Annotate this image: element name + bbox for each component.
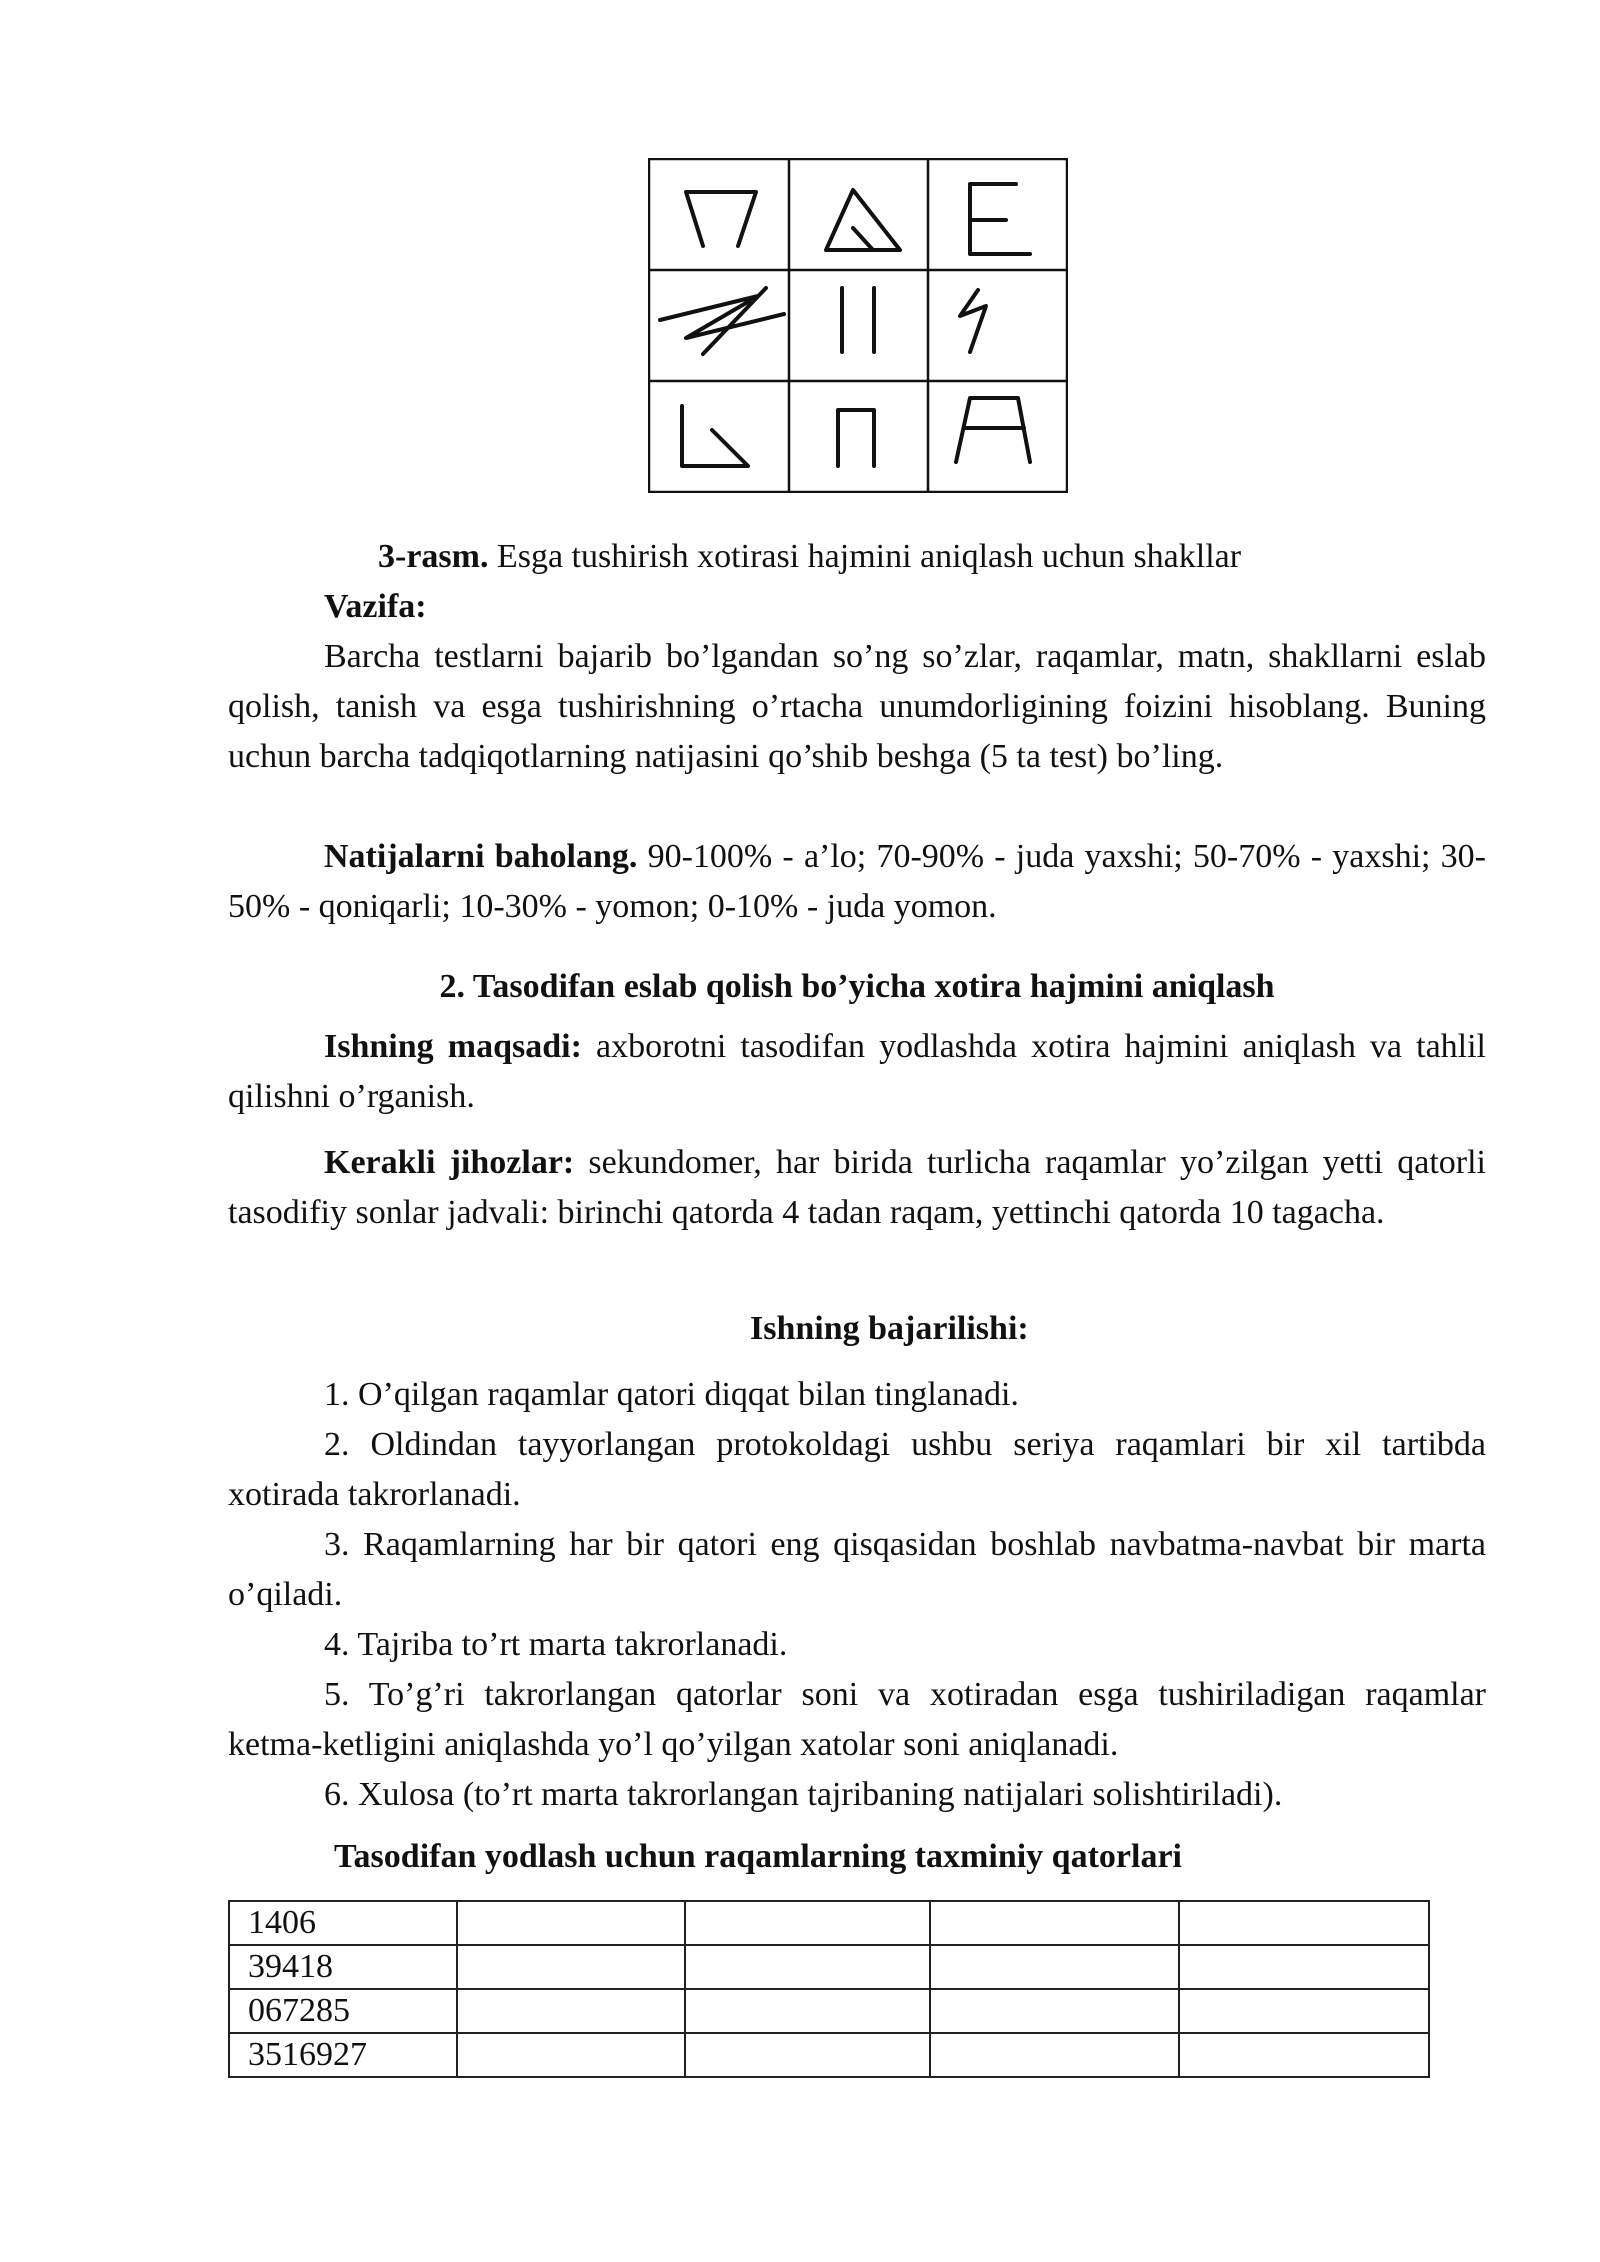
steps-list [228, 1370, 1486, 1820]
table-cell [1179, 1989, 1429, 2033]
maqsad-label: Ishning maqsadi: [324, 1028, 582, 1065]
caption-text: Esga tushirish xotirasi hajmini aniqlash uchun shakllar [488, 538, 1242, 575]
lightning-icon [960, 290, 986, 352]
natija-label: Natijalarni baholang. [324, 838, 638, 875]
jihoz-text: sekundomer, har birida turlicha raqamlar yo’zilgan yetti qatorli tasodifiy sonlar jadvali: birinchi qatorda 4 tadan raqam, yettinchi qatorda 10 tagacha. [228, 1144, 1486, 1231]
table-row [229, 1901, 1429, 1945]
table-cell [457, 2033, 685, 2077]
corner-icon [682, 406, 748, 466]
table-cell [685, 2033, 930, 2077]
maqsad-paragraph [228, 1022, 1486, 1122]
grid-border [649, 159, 1067, 492]
table-cell [457, 1989, 685, 2033]
triangle-icon [826, 190, 900, 250]
e-shape-icon [970, 184, 1030, 254]
table-cell [685, 1989, 930, 2033]
table-cell [930, 2033, 1180, 2077]
step-item: 5. To’g’ri takrorlangan qatorlar soni va xotiradan esga tushiriladigan raqamlar ketma-ketligini aniqlashda yo’l qo’yilgan xatolar soni aniqlanadi. [228, 1676, 1486, 1763]
table-cell: 3516927 [229, 2033, 457, 2077]
vazifa-text: Barcha testlarni bajarib bo’lgandan so’ng so’zlar, raqamlar, matn, shakllarni eslab qolish, tanish va esga tushirishning o’rtacha unumdorligining foizini hisoblang. Buning uchun barcha tadqiqotlarning natijasini qo’shib beshga (5 ta test) bo’ling. [228, 638, 1486, 775]
figure-caption [378, 532, 1378, 582]
table-cell [685, 1901, 930, 1945]
table-cell [930, 1989, 1180, 2033]
numbers-table [228, 1900, 1430, 2078]
natija-paragraph [228, 832, 1486, 932]
table-row [229, 1989, 1429, 2033]
table-cell [930, 1901, 1180, 1945]
table-cell [930, 1945, 1180, 1989]
table-cell [685, 1945, 930, 1989]
step-item: 2. Oldindan tayyorlangan protokoldagi ushbu seriya raqamlari bir xil tartibda xotirada takrorlanadi. [228, 1426, 1486, 1513]
natija-text: 90-100% - a’lo; 70-90% - juda yaxshi; 50-70% - yaxshi; 30-50% - qoniqarli; 10-30% - yomon; 0-10% - juda yomon. [228, 838, 1486, 925]
table-cell: 1406 [229, 1901, 457, 1945]
table-cell [1179, 1901, 1429, 1945]
table-cell [1179, 2033, 1429, 2077]
vazifa-heading: Vazifa: [324, 588, 427, 625]
step-item: 4. Tajriba to’rt marta takrorlanadi. [324, 1626, 788, 1663]
step-item: 1. O’qilgan raqamlar qatori diqqat bilan tinglanadi. [324, 1376, 1019, 1413]
table-cell [1179, 1945, 1429, 1989]
shapes-grid [648, 158, 1068, 493]
maqsad-text: axborotni tasodifan yodlashda xotira hajmini aniqlash va tahlil qilishni o’rganish. [228, 1028, 1486, 1115]
inverted-trapezoid-icon [686, 192, 756, 246]
shapes-figure [648, 158, 1068, 493]
bajarilish-heading: Ishning bajarilishi: [750, 1310, 1029, 1347]
double-bar-icon [842, 288, 874, 352]
table-cell: 39418 [229, 1945, 457, 1989]
step-item: 3. Raqamlarning har bir qatori eng qisqasidan boshlab navbatma-navbat bir marta o’qiladi. [228, 1526, 1486, 1613]
table-cell [457, 1901, 685, 1945]
caption-label: 3-rasm. [378, 538, 489, 575]
table-cell [457, 1945, 685, 1989]
zigzag-icon [660, 288, 784, 354]
jihoz-label: Kerakli jihozlar: [324, 1144, 575, 1181]
table-row [229, 2033, 1429, 2077]
vazifa-paragraph [228, 632, 1486, 782]
table-title: Tasodifan yodlash uchun raqamlarning taxminiy qatorlari [334, 1838, 1182, 1875]
section-title: 2. Tasodifan eslab qolish bo’yicha xotira hajmini aniqlash [439, 968, 1275, 1005]
table-cell: 067285 [229, 1989, 457, 2033]
table-row [229, 1945, 1429, 1989]
a-shape-icon [956, 398, 1030, 462]
jihoz-paragraph [228, 1138, 1486, 1238]
arch-icon [838, 410, 874, 466]
step-item: 6. Xulosa (to’rt marta takrorlangan tajribaning natijalari solishtiriladi). [324, 1776, 1283, 1813]
